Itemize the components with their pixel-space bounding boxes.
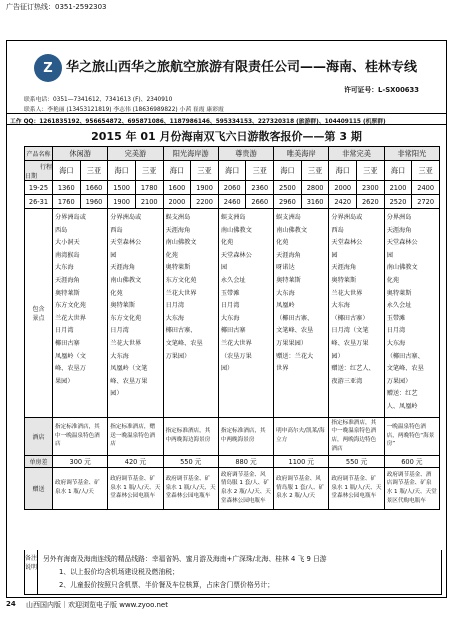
single-cell: 300 元 <box>53 455 108 467</box>
single-label: 单房差 <box>25 455 53 467</box>
product-label: 产品名称 <box>26 151 51 158</box>
product-header: 阳光海岸游 <box>163 147 218 161</box>
single-cell: 1100 元 <box>274 455 329 467</box>
price-cell: 1900 <box>108 195 136 209</box>
product-label-cell <box>25 147 53 161</box>
price-cell: 3160 <box>301 195 329 209</box>
trip-date-cell <box>25 161 53 181</box>
hotel-cell: 指定标准酒店，其中一晚温泉特色酒店，两晚海边特色酒店 <box>329 417 384 455</box>
company-logo: Z <box>34 54 62 82</box>
price-cell: 2460 <box>218 195 246 209</box>
note-line: 另外有海南及海南连线的精品线路：幸福省妈、蜜月游及海南+广深珠/北海、桂林 4 飞 9 日游 <box>43 555 327 563</box>
gift-row <box>25 467 440 509</box>
table-title: 2015 年 01 月份海南双飞六日游散客报价——第 3 期 <box>91 130 362 143</box>
sub-header: 海口 <box>218 161 246 181</box>
note-line: 1、以上报价均含机场建设税及燃油税； <box>59 568 179 576</box>
notes-box <box>24 550 442 595</box>
sub-header: 三亚 <box>412 161 440 181</box>
route-cell: 蜈支洲岛 南山佛教文 化苑 天涯海角 呀诺达 奥特莱斯 大东海 凤凰岭 （椰田古寨、 文笔峰、农垦 万果果园） 赠送：兰花大 世界 <box>274 209 329 418</box>
price-cell: 2100 <box>135 195 163 209</box>
sub-header: 三亚 <box>80 161 108 181</box>
price-cell: 1600 <box>163 181 191 195</box>
sub-header: 三亚 <box>191 161 219 181</box>
single-cell: 550 元 <box>329 455 384 467</box>
price-table <box>24 146 440 510</box>
date-label: 日期 <box>25 172 38 180</box>
gift-cell: 政府调节基金、酒店调节基金、矿泉水 1 瓶/人/天、天堂景区代购电瓶车 <box>384 467 439 509</box>
price-cell: 1780 <box>135 181 163 195</box>
single-cell: 600 元 <box>384 455 439 467</box>
hotel-cell: 明申高尔夫/凯莱/海立方 <box>274 417 329 455</box>
hotel-cell: 指定标准酒店，其中两晚海景房 <box>218 417 273 455</box>
price-cell: 2500 <box>274 181 302 195</box>
gift-cell: 政府调节基金、风情岛服 1 套/人、矿泉水 2 瓶/人/天 <box>274 467 329 509</box>
single-cell: 550 元 <box>163 455 218 467</box>
page-number: 24 <box>6 600 16 608</box>
permit-number: 许可证号：L-SX00633 <box>344 86 419 94</box>
scenic-row <box>25 209 440 418</box>
hotel-cell: 指定标准酒店，其中一晚温泉特色酒店 <box>53 417 108 455</box>
footer-text: 山西国内版｜欢迎浏览电子版 www.zyoo.net <box>26 601 168 609</box>
sub-header: 海口 <box>384 161 412 181</box>
sub-header: 三亚 <box>301 161 329 181</box>
price-cell: 2660 <box>246 195 274 209</box>
hotel-row <box>25 417 440 455</box>
price-cell: 1660 <box>80 181 108 195</box>
route-cell: 蜈支洲岛 天涯海角 南山佛教文 化苑 奥特莱斯 东方文化苑 兰花大世界 日月湾 大东海 椰田古寨、 文笔峰、农垦 万果园） <box>163 209 218 418</box>
route-cell: 分界洲岛或 西岛 天堂森林公 园 天涯海角 南山佛教文 化苑 奥特莱斯 东方文化苑 日月湾 兰花大世界 大东海 凤凰岭（文笔 峰、农垦万果 园） <box>108 209 163 418</box>
price-cell: 2720 <box>412 195 440 209</box>
route-cell: 蜈支洲岛 南山佛教文 化苑 天堂森林公 园 永久会址 玉带滩 日月湾 大东海 椰田古寨 兰花大世界 （农垦万果 园） <box>218 209 273 418</box>
price-cell: 1900 <box>191 181 219 195</box>
sub-header: 三亚 <box>135 161 163 181</box>
product-header: 休闲游 <box>53 147 108 161</box>
price-cell: 2960 <box>274 195 302 209</box>
note-line: 2、儿童报价按照只含机票、半价餐及车位核算，占床含门票价格另计； <box>59 581 275 589</box>
gift-cell: 政府调节基金、矿泉水 1 瓶/人/天、天堂森林公园电瓶车 <box>163 467 218 509</box>
price-cell: 2060 <box>218 181 246 195</box>
gift-label: 赠送 <box>25 467 53 509</box>
header-separator <box>6 113 447 114</box>
contact-persons: 联系人：李艳丽 (13453121819) 李志伟 (18636989822) 小茜 崔霞 康彩霞 <box>24 107 224 113</box>
company-title: 华之旅山西华之旅航空旅游有限责任公司——海南、桂林专线 <box>66 60 418 75</box>
sub-header: 海口 <box>274 161 302 181</box>
price-cell: 1960 <box>80 195 108 209</box>
trip-label: 行程 <box>39 163 52 171</box>
gift-cell: 政府调节基金、矿泉水 1 瓶/人/天 <box>53 467 108 509</box>
table-row <box>25 181 440 195</box>
gift-cell: 政府调节基金、矿泉水 1 瓶/人/天、天堂森林公园电瓶车 <box>329 467 384 509</box>
top-ad: 广告征订热线：0351-2592303 <box>6 3 107 11</box>
sub-header: 海口 <box>329 161 357 181</box>
price-cell: 2360 <box>246 181 274 195</box>
date-cell: 26-31 <box>25 195 53 209</box>
route-cell: 分界洲岛或 西岛 天堂森林公 园 天涯海角 奥特莱斯 兰花大世界 大东海 （椰田古寨） 日月湾（文笔 峰、农垦万果 园） 赠送：红艺人、 夜游三亚湾 <box>329 209 384 418</box>
notes-text <box>43 553 327 592</box>
table-row <box>25 195 440 209</box>
price-cell: 1760 <box>53 195 81 209</box>
product-header: 尊贵游 <box>218 147 273 161</box>
price-cell: 1360 <box>53 181 81 195</box>
price-cell: 2300 <box>357 181 385 195</box>
gift-cell: 政府调节基金、风情岛服 1 套/人、矿泉水 2 瓶/人/天、天堂森林公园电瓶车 <box>218 467 273 509</box>
single-cell: 420 元 <box>108 455 163 467</box>
single-cell: 880 元 <box>218 455 273 467</box>
price-cell: 2620 <box>357 195 385 209</box>
hotel-label: 酒店 <box>25 417 53 455</box>
date-cell: 19-25 <box>25 181 53 195</box>
product-header: 非常阳光 <box>384 147 439 161</box>
qq-separator <box>6 124 447 125</box>
price-cell: 2400 <box>412 181 440 195</box>
single-room-row <box>25 455 440 467</box>
product-header: 非常完美 <box>329 147 384 161</box>
price-cell: 2100 <box>384 181 412 195</box>
price-cell: 2800 <box>301 181 329 195</box>
product-header: 完美游 <box>108 147 163 161</box>
price-cell: 2520 <box>384 195 412 209</box>
gift-cell: 政府调节基金、矿泉水 1 瓶/人/天、天堂森林公园电瓶车 <box>108 467 163 509</box>
product-header: 唯美海岸 <box>274 147 329 161</box>
sub-header: 海口 <box>53 161 81 181</box>
contact-phone: 联系电话：0351—7341612、7341613 (F)、2340910 <box>24 97 173 103</box>
price-cell: 2200 <box>191 195 219 209</box>
price-cell: 1500 <box>108 181 136 195</box>
route-cell: 分界洲岛 天涯海角 天堂森林公 园 南山佛教文 化苑 奥特莱斯 永久会址 玉带滩 日月湾 大东海 （椰田古寨、 文笔峰、农垦 万果园） 赠送：红艺 人、凤凰岭 <box>384 209 439 418</box>
price-cell: 2420 <box>329 195 357 209</box>
notes-label: 备注说明 <box>25 550 38 594</box>
price-cell: 2000 <box>163 195 191 209</box>
sub-header: 海口 <box>108 161 136 181</box>
route-cell: 分界洲岛或 西岛 大小洞天 南湾猴岛 大东海 天涯海角 奥特莱斯 东方文化苑 兰花大世界 日月湾 椰田古寨 凤凰岭（文 峰、农垦万 果园） <box>53 209 108 418</box>
price-cell: 2000 <box>329 181 357 195</box>
qq-numbers: 工作 QQ：1261835192、956654872、695871086、1187986146、595334153、227320318 (旅游群)、104409115 (机票群) <box>10 119 386 125</box>
sub-header: 三亚 <box>246 161 274 181</box>
sub-header: 三亚 <box>357 161 385 181</box>
hotel-cell: 一晚温泉特色酒店，两晚特色“海景房” <box>384 417 439 455</box>
scenic-label: 包含景点 <box>25 209 53 418</box>
hotel-cell: 指定标准酒店，其中两晚海边海景房 <box>163 417 218 455</box>
sub-header: 海口 <box>163 161 191 181</box>
hotel-cell: 指定标准酒店，赠送一晚温泉特色酒店 <box>108 417 163 455</box>
